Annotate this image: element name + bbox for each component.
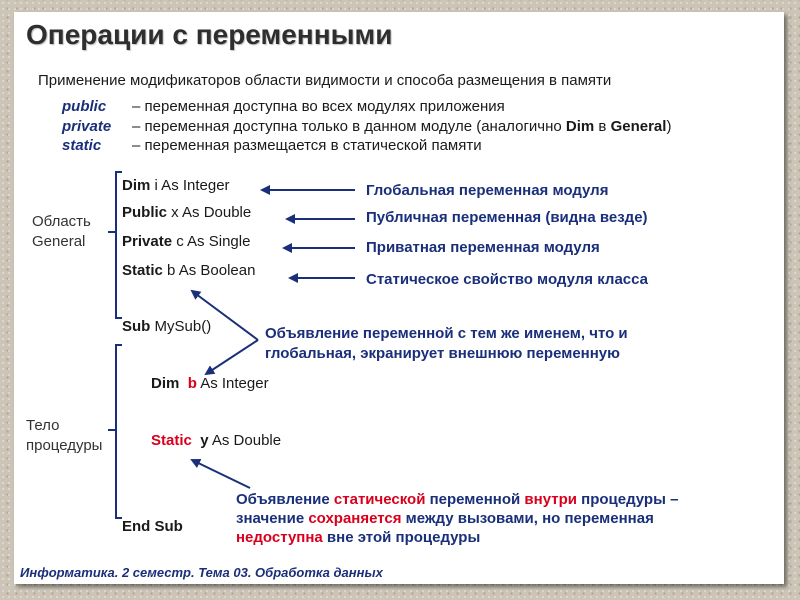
- modifier-static-desc: – переменная размещается в статической памяти: [132, 137, 482, 154]
- general-area-label: Область General: [32, 213, 91, 250]
- arrow-shadow-down: [206, 340, 258, 374]
- code-line-proc-dim: Dim b As Integer: [151, 375, 269, 392]
- code-line-proc-static: Static y As Double: [151, 432, 282, 449]
- footer-caption: Информатика. 2 семестр. Тема 03. Обработка данных: [20, 565, 383, 580]
- code-line-dim: Dim i As Integer: [122, 177, 230, 194]
- code-line-static: Static b As Boolean: [122, 262, 256, 279]
- note-public: Публичная переменная (видна везде): [366, 209, 648, 226]
- note-global: Глобальная переменная модуля: [366, 182, 609, 199]
- code-line-end-sub: End Sub: [122, 518, 183, 535]
- note-private: Приватная переменная модуля: [366, 239, 600, 256]
- modifier-static-name: static: [62, 137, 102, 154]
- modifier-public-desc: – переменная доступна во всех модулях приложения: [132, 98, 505, 115]
- code-line-public: Public x As Double: [122, 204, 252, 221]
- note-static: Статическое свойство модуля класса: [366, 271, 648, 288]
- modifier-private-desc: – переменная доступна только в данном модуле (аналогично Dim в General): [132, 118, 672, 135]
- arrow-static-proc: [192, 460, 250, 488]
- code-line-private: Private c As Single: [122, 233, 251, 250]
- subtitle: Применение модификаторов области видимости и способа размещения в памяти: [38, 72, 612, 89]
- note-static-procedure: Объявление статической переменной внутри процедуры – значение сохраняется между вызовами, но переменная недоступна вне этой процедуры: [236, 491, 679, 546]
- procedure-bracket: [116, 345, 122, 518]
- modifier-public-name: public: [62, 98, 107, 115]
- page-title: Операции с переменными: [26, 19, 393, 50]
- modifier-private-name: private: [62, 118, 112, 135]
- note-shadowing: Объявление переменной с тем же именем, что и глобальная, экранирует внешнюю переменную: [265, 325, 628, 362]
- code-line-sub: Sub MySub(): [122, 318, 212, 335]
- procedure-body-label: Тело процедуры: [26, 417, 103, 454]
